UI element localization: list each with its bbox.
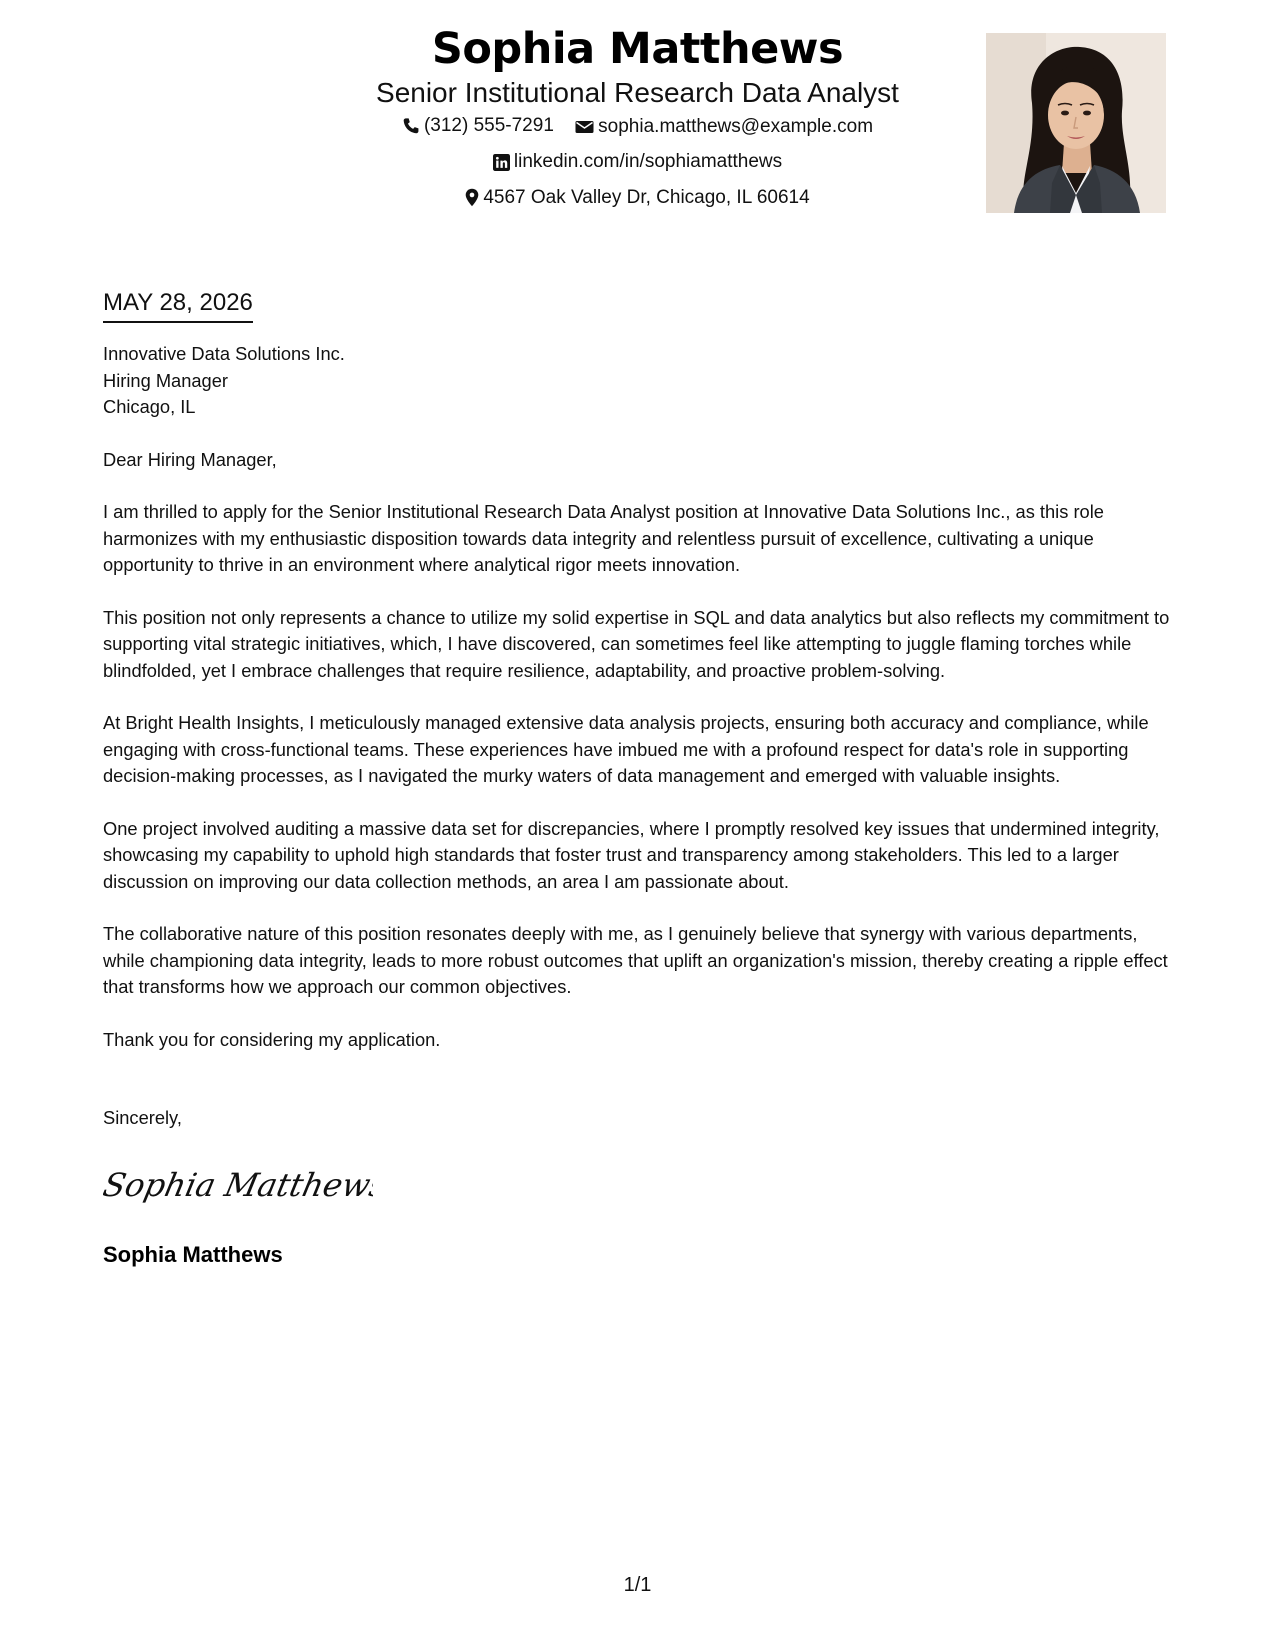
body-paragraph: One project involved auditing a massive data set for discrepancies, where I promptly resolved key issues that undermined integrity, showcasing my capability to uphold high standards that foster trust and transparency among stakeholders. This led to a larger discussion on improving our data collection methods, an area I am passionate about.	[103, 817, 1160, 892]
body-paragraph: The collaborative nature of this position resonates deeply with me, as I genuinely believe that synergy with various departments, while championing data integrity, leads to more robust outcomes that uplift an organization's mission, thereby creating a ripple effect that transforms how we approach our common objectives.	[103, 923, 1168, 997]
linkedin-url[interactable]: linkedin.com/in/sophiamatthews	[513, 151, 783, 172]
closing: Sincerely,	[103, 1107, 182, 1128]
email-address: sophia.matthews@example.com	[598, 116, 874, 137]
contact-phone	[402, 110, 554, 142]
map-pin-icon	[465, 188, 479, 207]
recipient-company: Innovative Data Solutions Inc.	[103, 343, 345, 364]
handwritten-signature	[103, 1160, 373, 1210]
signature-name: Sophia Matthews	[103, 1242, 283, 1267]
contact-email	[575, 111, 873, 143]
profile-photo	[986, 33, 1166, 213]
letter-body	[103, 286, 1173, 1269]
recipient-role: Hiring Manager	[103, 369, 228, 391]
letter-date: MAY 28, 2026	[103, 286, 253, 323]
contact-linkedin	[493, 146, 782, 178]
recipient-location: Chicago, IL	[103, 396, 196, 417]
body-paragraph: This position not only represents a chance to utilize my solid expertise in SQL and data analytics but also reflects my commitment to supporting vital strategic initiatives, which, I have discovered, can sometimes feel like attempting to juggle flaming torches while blindfolded, yet I embrace challenges that require resilience, adaptability, and proactive problem-solving.	[103, 606, 1170, 681]
body-paragraph: I am thrilled to apply for the Senior Institutional Research Data Analyst position at Innovative Data Solutions Inc., as this role harmonizes with my enthusiastic disposition towards data integrity and relentless pursuit of excellence, cultivating a unique opportunity to thrive in an environment where analytical rigor meets innovation.	[103, 501, 1104, 575]
phone-icon	[402, 117, 420, 135]
street-address: 4567 Oak Valley Dr, Chicago, IL 60614	[483, 186, 810, 208]
recipient-block	[103, 341, 1173, 421]
body-paragraph: Thank you for considering my application.	[103, 1028, 441, 1050]
envelope-icon	[575, 119, 594, 135]
phone-number: (312) 555-7291	[423, 115, 554, 136]
applicant-title: Senior Institutional Research Data Analyst	[376, 77, 899, 108]
contact-address	[465, 182, 809, 214]
body-paragraph: At Bright Health Insights, I meticulously managed extensive data analysis projects, ensuring both accuracy and compliance, while engaging with cross-functional teams. These experiences have imbued me with a profound respect for data's role in supporting decision-making processes, as I navigated the murky waters of data management and emerged with valuable insights.	[103, 712, 1149, 786]
salutation: Dear Hiring Manager,	[103, 448, 277, 470]
signature-script: Sophia Matthews	[103, 1165, 373, 1204]
portrait-illustration	[986, 33, 1166, 213]
applicant-name: Sophia Matthews	[431, 24, 844, 74]
linkedin-icon	[493, 154, 510, 171]
page-number: 1/1	[623, 1574, 652, 1596]
